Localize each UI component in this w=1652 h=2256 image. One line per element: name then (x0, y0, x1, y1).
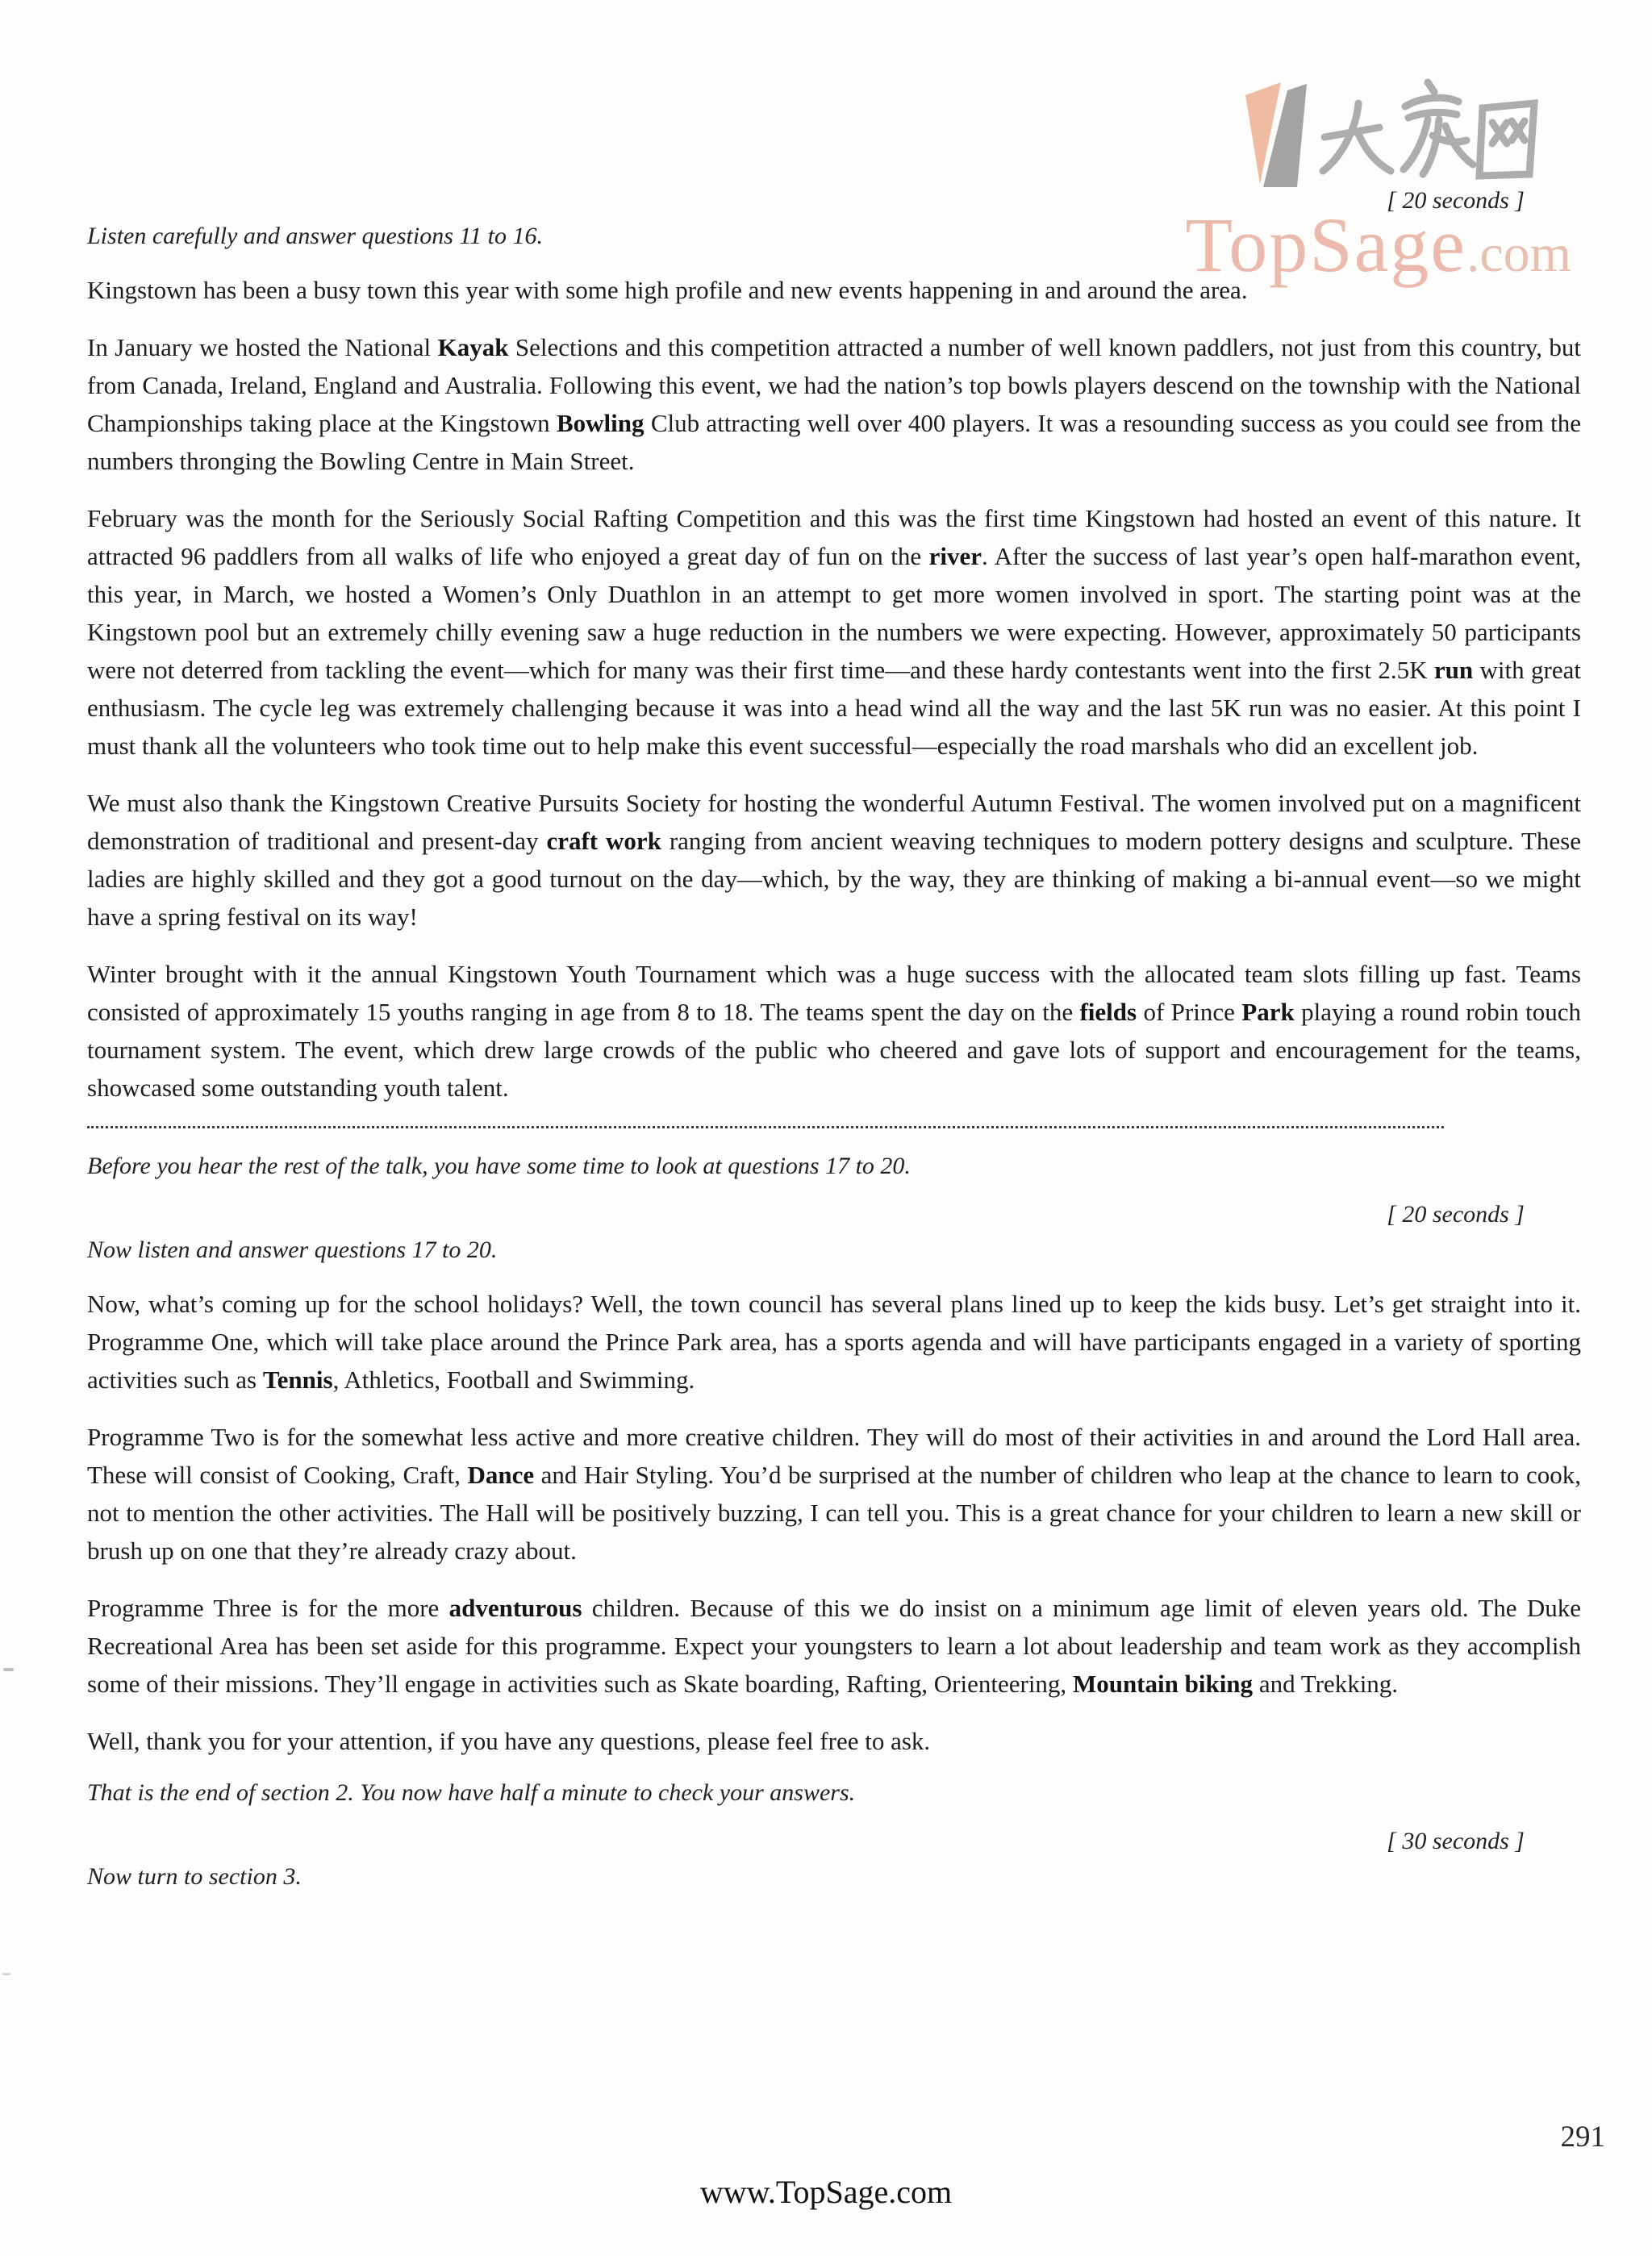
transcript-paragraph (87, 955, 1581, 1107)
transcript-paragraph (87, 1418, 1581, 1570)
keyword-bold: fields (1079, 998, 1137, 1026)
paragraph-text: We must also thank the Kingstown Creative Pursuits Society for hosting the wonderful Autumn Festival. The women involved put on a magnificent demonstration of traditional and present-day (87, 789, 1581, 855)
keyword-bold: Kayak (437, 333, 509, 361)
paragraph-text: Programme Two is for the somewhat less active and more creative children. They will do most of their activities in and around the Lord Hall area. These will consist of Cooking, Craft, (87, 1423, 1581, 1489)
keyword-bold: river (928, 542, 982, 570)
paragraph-text: Club attracting well over 400 players. It was a resounding success as you could see from the numbers thronging the Bowling Centre in Main Street. (87, 409, 1581, 475)
paragraph-text: Now, what’s coming up for the school holidays? Well, the town council has several plans lined up to keep the kids busy. Let’s get straight into it. Programme One, which will take place around the Prince Park area, has a sports agenda and will have participants engaged in a variety of sporting activities such as (87, 1290, 1581, 1394)
instruction-line: Before you hear the rest of the talk, you have some time to look at questions 17 to 20. (87, 1153, 911, 1179)
instruction-line: Listen carefully and answer questions 11 to 16. (87, 223, 543, 249)
paragraph-text: and Trekking. (1253, 1670, 1399, 1698)
watermark-suffix: .com (1466, 224, 1571, 283)
keyword-bold: Tennis (262, 1366, 333, 1394)
transcript-paragraph (87, 271, 1581, 309)
paragraph-text: Selections and this competition attracted a number of well known paddlers, not just from this country, but from Canada, Ireland, England and Australia. Following this event, we had the nation’s top bowls players descend on the township with the National Championships taking place at the Kingstown (87, 333, 1581, 437)
paragraph-text: February was the month for the Seriously Social Rafting Competition and this was the first time Kingstown had hosted an event of this nature. It attracted 96 paddlers from all walks of life who enjoyed a great day of fun on the (87, 504, 1581, 570)
paragraph-text: children. Because of this we do insist on a minimum age limit of eleven years old. The Duke Recreational Area has been set aside for this programme. Expect your youngsters to learn a lot about leadership and team work as they accomplish some of their missions. They’ll engage in activities such as Skate boarding, Rafting, Orienteering, (87, 1594, 1581, 1698)
footer-url: www.TopSage.com (699, 2174, 953, 2210)
scan-artifact (2, 1973, 10, 1975)
transcript-paragraph (87, 328, 1581, 480)
dajia-wang-logo (1241, 40, 1555, 202)
page-number: 291 (1560, 2120, 1605, 2154)
keyword-bold: Dance (467, 1461, 535, 1489)
paragraph-text: with great enthusiasm. The cycle leg was extremely challenging because it was into a head wind all the way and the last 5K run was no easier. At this point I must thank all the volunteers who took time out to help make this event successful—especially the road marshals who did an excellent job. (87, 656, 1581, 760)
instruction-line: That is the end of section 2. You now have half a minute to check your answers. (87, 1779, 856, 1806)
timing-note: [ 20 seconds ] (1387, 187, 1525, 214)
dotted-divider (87, 1126, 1444, 1128)
paragraph-text: Winter brought with it the annual Kingstown Youth Tournament which was a huge success with the allocated team slots filling up fast. Teams consisted of approximately 15 youths ranging in age from 8 to 18. The teams spent the day on the (87, 960, 1581, 1026)
instruction-line: Now turn to section 3. (87, 1863, 302, 1890)
paragraph-text: playing a round robin touch tournament system. The event, which drew large crowds of the public who cheered and gave lots of support and encouragement for the teams, showcased some outstanding youth talent. (87, 998, 1581, 1102)
keyword-bold: Park (1241, 998, 1295, 1026)
logo-char-strokes (1323, 82, 1534, 176)
paragraph-text: Well, thank you for your attention, if you have any questions, please feel free to ask. (87, 1727, 931, 1755)
keyword-bold: run (1433, 656, 1474, 684)
scan-artifact (3, 1668, 14, 1671)
transcript-paragraph (87, 784, 1581, 936)
paragraph-text: of Prince (1137, 998, 1242, 1026)
paragraph-text: Programme Three is for the more (87, 1594, 449, 1622)
paragraph-text: ranging from ancient weaving techniques to modern pottery designs and sculpture. These ladies are highly skilled and they got a good turnout on the day—which, by the way, they are thinking of making a bi-annual event—so we might have a spring festival on its way! (87, 827, 1581, 931)
transcript-paragraph (87, 1285, 1581, 1399)
keyword-bold: Mountain biking (1072, 1670, 1254, 1698)
transcript (87, 187, 1581, 1912)
keyword-bold: craft work (546, 827, 661, 855)
transcript-paragraph (87, 1589, 1581, 1703)
instruction-line: Now listen and answer questions 17 to 20. (87, 1236, 498, 1263)
paragraph-text: and Hair Styling. You’d be surprised at the number of children who leap at the chance to learn to cook, not to mention the other activities. The Hall will be positively buzzing, I can tell you. This is a great chance for your children to learn a new skill or brush up on one that they’re already crazy about. (87, 1461, 1581, 1565)
transcript-paragraph (87, 499, 1581, 765)
keyword-bold: adventurous (448, 1594, 582, 1622)
timing-note: [ 30 seconds ] (1387, 1828, 1525, 1854)
watermark-text: TopSage (1185, 202, 1466, 288)
transcript-paragraph (87, 1722, 1581, 1760)
paragraph-text: In January we hosted the National (87, 333, 438, 361)
paragraph-text: , Athletics, Football and Swimming. (332, 1366, 695, 1394)
paragraph-text: Kingstown has been a busy town this year with some high profile and new events happening in and around the area. (87, 276, 1248, 304)
paragraph-text: . After the success of last year’s open half-marathon event, this year, in March, we hosted a Women’s Only Duathlon in an attempt to get more women involved in sport. The starting point was at the Kingstown pool but an extremely chilly evening saw a huge reduction in the numbers we were expecting. However, approximately 50 participants were not deterred from tackling the event—which for many was their first time—and these hardy contestants went into the first 2.5K (87, 542, 1581, 684)
keyword-bold: Bowling (556, 409, 645, 437)
timing-note: [ 20 seconds ] (1387, 1201, 1525, 1228)
dajia-wang-logo-icon (1241, 40, 1555, 202)
